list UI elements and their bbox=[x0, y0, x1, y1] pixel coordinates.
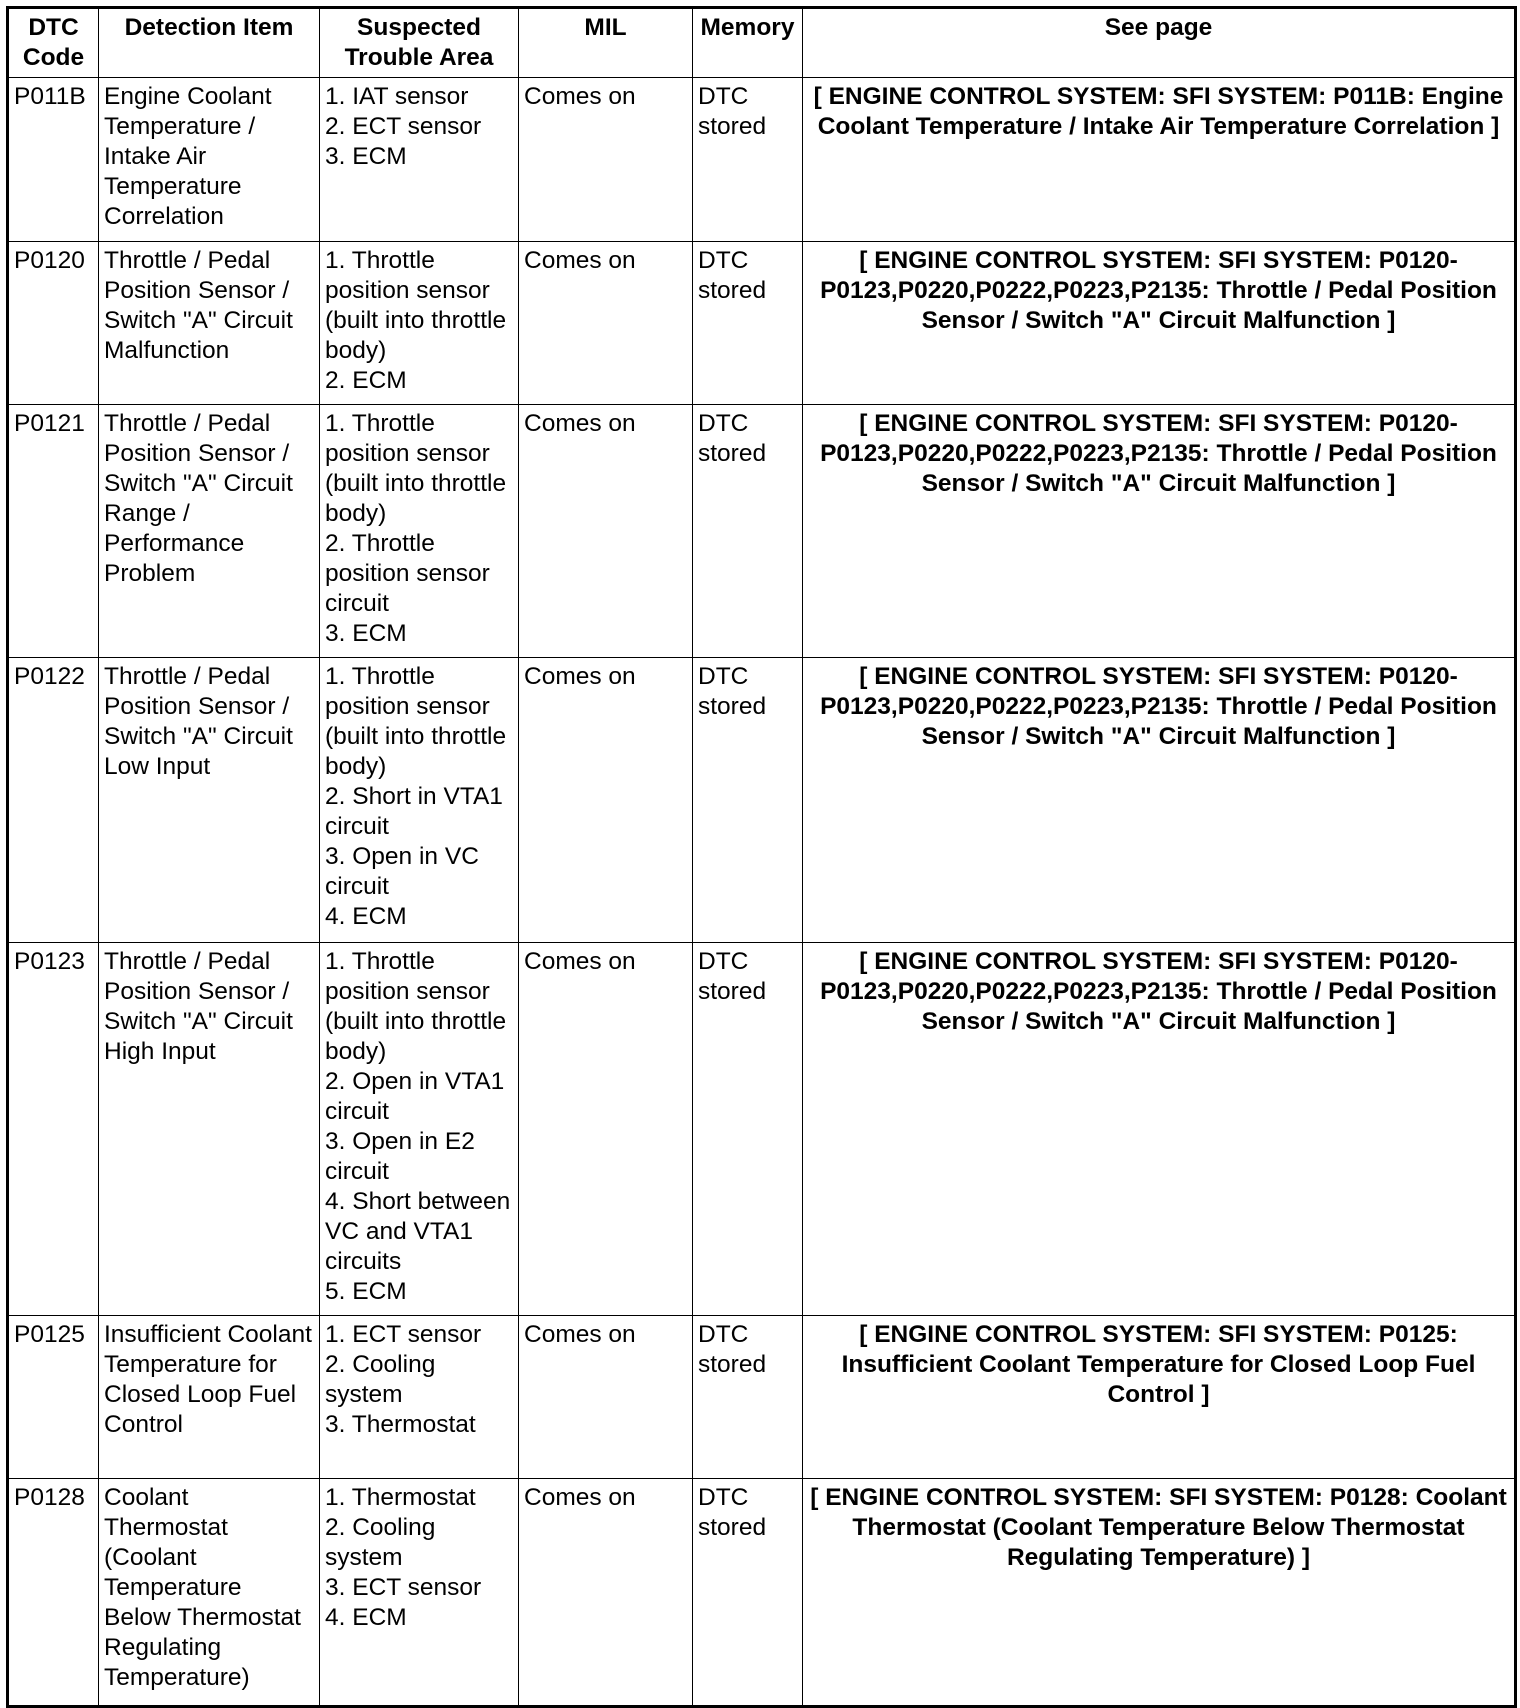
see-page-cell: [ ENGINE CONTROL SYSTEM: SFI SYSTEM: P0120-P0123,P0220,P0222,P0223,P2135: Throttle / Pedal Position Sensor / Switch "A" Circuit Malfunction ] bbox=[803, 405, 1516, 658]
detection-item-cell: Throttle / Pedal Position Sensor / Switch "A" Circuit Malfunction bbox=[99, 242, 320, 405]
trouble-area-item: 2. Cooling system bbox=[325, 1351, 436, 1408]
detection-item-cell: Engine Coolant Temperature / Intake Air Temperature Correlation bbox=[99, 78, 320, 242]
trouble-area-item: 1. Throttle position sensor (built into throttle body) bbox=[325, 663, 507, 780]
see-page-cell: [ ENGINE CONTROL SYSTEM: SFI SYSTEM: P0120-P0123,P0220,P0222,P0223,P2135: Throttle / Pedal Position Sensor / Switch "A" Circuit Malfunction ] bbox=[803, 658, 1516, 943]
memory-cell: DTC stored bbox=[693, 405, 803, 658]
mil-cell: Comes on bbox=[519, 78, 693, 242]
dtc-table bbox=[6, 6, 1517, 1708]
table-row bbox=[8, 405, 1516, 658]
see-page-cell: [ ENGINE CONTROL SYSTEM: SFI SYSTEM: P0120-P0123,P0220,P0222,P0223,P2135: Throttle / Pedal Position Sensor / Switch "A" Circuit Malfunction ] bbox=[803, 242, 1516, 405]
header-suspected-trouble-area: Suspected Trouble Area bbox=[320, 8, 519, 78]
detection-item-cell: Throttle / Pedal Position Sensor / Switch "A" Circuit Range / Performance Problem bbox=[99, 405, 320, 658]
suspected-trouble-area-cell bbox=[320, 242, 519, 405]
suspected-trouble-area-cell bbox=[320, 1479, 519, 1707]
memory-cell: DTC stored bbox=[693, 658, 803, 943]
trouble-area-item: 4. ECM bbox=[325, 903, 407, 930]
header-memory: Memory bbox=[693, 8, 803, 78]
header-see-page: See page bbox=[803, 8, 1516, 78]
mil-cell: Comes on bbox=[519, 1316, 693, 1479]
dtc-code-cell: P0122 bbox=[8, 658, 99, 943]
see-page-cell: [ ENGINE CONTROL SYSTEM: SFI SYSTEM: P0125: Insufficient Coolant Temperature for Closed Loop Fuel Control ] bbox=[803, 1316, 1516, 1479]
memory-cell: DTC stored bbox=[693, 242, 803, 405]
detection-item-cell: Throttle / Pedal Position Sensor / Switch "A" Circuit Low Input bbox=[99, 658, 320, 943]
suspected-trouble-area-cell bbox=[320, 78, 519, 242]
trouble-area-item: 1. Throttle position sensor (built into throttle body) bbox=[325, 948, 507, 1065]
mil-cell: Comes on bbox=[519, 242, 693, 405]
suspected-trouble-area-cell bbox=[320, 405, 519, 658]
trouble-area-item: 2. Open in VTA1 circuit bbox=[325, 1068, 505, 1125]
trouble-area-item: 5. ECM bbox=[325, 1278, 407, 1305]
mil-cell: Comes on bbox=[519, 405, 693, 658]
header-detection-item: Detection Item bbox=[99, 8, 320, 78]
mil-cell: Comes on bbox=[519, 658, 693, 943]
dtc-code-cell: P011B bbox=[8, 78, 99, 242]
see-page-cell: [ ENGINE CONTROL SYSTEM: SFI SYSTEM: P011B: Engine Coolant Temperature / Intake Air Temperature Correlation ] bbox=[803, 78, 1516, 242]
trouble-area-item: 1. IAT sensor bbox=[325, 83, 469, 110]
trouble-area-item: 2. ECT sensor bbox=[325, 113, 482, 140]
mil-cell: Comes on bbox=[519, 1479, 693, 1707]
header-dtc-code: DTC Code bbox=[8, 8, 99, 78]
detection-item-cell: Insufficient Coolant Temperature for Closed Loop Fuel Control bbox=[99, 1316, 320, 1479]
trouble-area-item: 3. Open in E2 circuit bbox=[325, 1128, 475, 1185]
trouble-area-item: 3. ECT sensor bbox=[325, 1574, 482, 1601]
memory-cell: DTC stored bbox=[693, 943, 803, 1316]
trouble-area-item: 3. ECM bbox=[325, 620, 407, 647]
dtc-code-cell: P0120 bbox=[8, 242, 99, 405]
see-page-cell: [ ENGINE CONTROL SYSTEM: SFI SYSTEM: P0128: Coolant Thermostat (Coolant Temperature Below Thermostat Regulating Temperature) ] bbox=[803, 1479, 1516, 1707]
see-page-cell: [ ENGINE CONTROL SYSTEM: SFI SYSTEM: P0120-P0123,P0220,P0222,P0223,P2135: Throttle / Pedal Position Sensor / Switch "A" Circuit Malfunction ] bbox=[803, 943, 1516, 1316]
trouble-area-item: 3. Thermostat bbox=[325, 1411, 476, 1438]
trouble-area-item: 1. Throttle position sensor (built into throttle body) bbox=[325, 410, 507, 527]
trouble-area-item: 4. ECM bbox=[325, 1604, 407, 1631]
detection-item-cell: Coolant Thermostat (Coolant Temperature Below Thermostat Regulating Temperature) bbox=[99, 1479, 320, 1707]
table-row bbox=[8, 658, 1516, 943]
memory-cell: DTC stored bbox=[693, 1316, 803, 1479]
suspected-trouble-area-cell bbox=[320, 658, 519, 943]
dtc-code-cell: P0125 bbox=[8, 1316, 99, 1479]
suspected-trouble-area-cell bbox=[320, 1316, 519, 1479]
trouble-area-item: 1. ECT sensor bbox=[325, 1321, 482, 1348]
trouble-area-item: 3. ECM bbox=[325, 143, 407, 170]
table-row bbox=[8, 1316, 1516, 1479]
header-mil: MIL bbox=[519, 8, 693, 78]
table-row bbox=[8, 1479, 1516, 1707]
dtc-code-cell: P0121 bbox=[8, 405, 99, 658]
table-header-row bbox=[8, 8, 1516, 78]
detection-item-cell: Throttle / Pedal Position Sensor / Switch "A" Circuit High Input bbox=[99, 943, 320, 1316]
trouble-area-item: 2. ECM bbox=[325, 367, 407, 394]
trouble-area-item: 2. Throttle position sensor circuit bbox=[325, 530, 490, 617]
table-row bbox=[8, 943, 1516, 1316]
mil-cell: Comes on bbox=[519, 943, 693, 1316]
trouble-area-item: 2. Short in VTA1 circuit bbox=[325, 783, 503, 840]
table-row bbox=[8, 78, 1516, 242]
trouble-area-item: 1. Throttle position sensor (built into throttle body) bbox=[325, 247, 507, 364]
trouble-area-item: 2. Cooling system bbox=[325, 1514, 436, 1571]
dtc-code-cell: P0128 bbox=[8, 1479, 99, 1707]
memory-cell: DTC stored bbox=[693, 78, 803, 242]
table-row bbox=[8, 242, 1516, 405]
trouble-area-item: 4. Short between VC and VTA1 circuits bbox=[325, 1188, 511, 1275]
suspected-trouble-area-cell bbox=[320, 943, 519, 1316]
dtc-code-cell: P0123 bbox=[8, 943, 99, 1316]
trouble-area-item: 1. Thermostat bbox=[325, 1484, 476, 1511]
memory-cell: DTC stored bbox=[693, 1479, 803, 1707]
trouble-area-item: 3. Open in VC circuit bbox=[325, 843, 479, 900]
